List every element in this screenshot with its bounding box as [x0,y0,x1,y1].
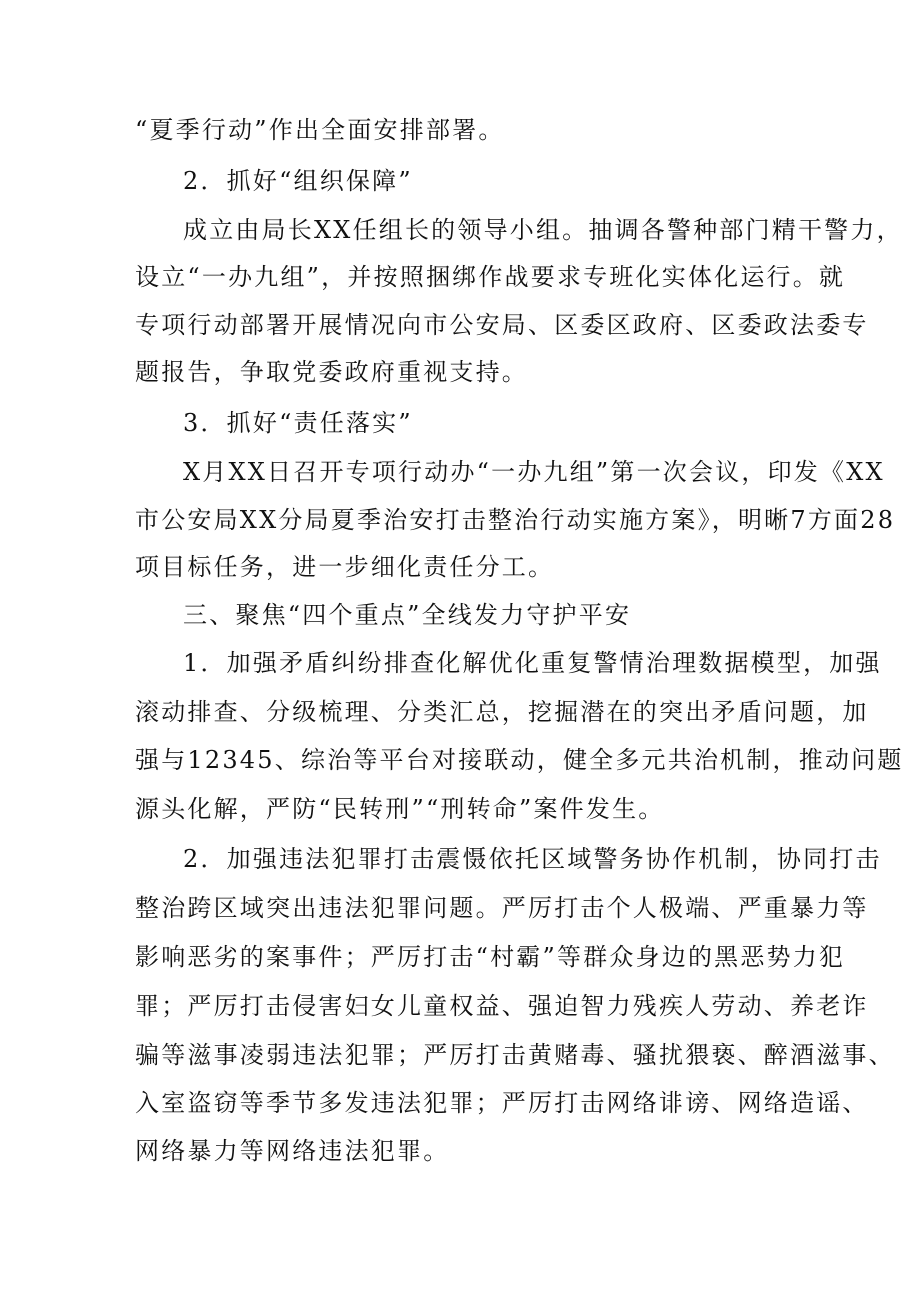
paragraph-line-10: 项目标任务，进一步细化责任分工。 [135,553,555,581]
paragraph-line-17: 整治跨区域突出违法犯罪问题。严厉打击个人极端、严重暴力等 [135,894,869,922]
paragraph-line-16: 2．加强违法犯罪打击震慑依托区域警务协作机制，协同打击 [183,845,882,873]
paragraph-line-15: 源头化解，严防“民转刑”“刑转命”案件发生。 [135,795,665,823]
section-heading-2-organization: 2．抓好“组织保障” [183,167,413,195]
paragraph-line-21: 入室盗窃等季节多发违法犯罪；严厉打击网络诽谤、网络造谣、 [135,1089,869,1117]
paragraph-line-6: 题报告，争取党委政府重视支持。 [135,358,528,386]
paragraph-line-22: 网络暴力等网络违法犯罪。 [135,1137,450,1165]
paragraph-line-12: 1．加强矛盾纠纷排查化解优化重复警情治理数据模型，加强 [183,649,882,677]
paragraph-line-3: 成立由局长XX任组长的领导小组。抽调各警种部门精干警力， [183,216,903,244]
paragraph-line-19: 罪；严厉打击侵害妇女儿童权益、强迫智力残疾人劳动、养老诈 [135,992,869,1020]
paragraph-line-9: 市公安局XX分局夏季治安打击整治行动实施方案》，明晰7方面28 [135,506,896,534]
paragraph-line-1: “夏季行动”作出全面安排部署。 [135,116,505,144]
chapter-heading-three: 三、聚焦“四个重点”全线发力守护平安 [183,601,632,629]
paragraph-line-20: 骗等滋事凌弱违法犯罪；严厉打击黄赌毒、骚扰猥亵、醉酒滋事、 [135,1041,895,1069]
paragraph-line-14: 强与12345、综治等平台对接联动，健全多元共治机制，推动问题 [135,746,904,774]
section-heading-3-responsibility: 3．抓好“责任落实” [183,409,413,437]
paragraph-line-13: 滚动排查、分级梳理、分类汇总，挖掘潜在的突出矛盾问题，加 [135,698,869,726]
paragraph-line-8: X月XX日召开专项行动办“一办九组”第一次会议，印发《XX [183,458,885,486]
paragraph-line-5: 专项行动部署开展情况向市公安局、区委区政府、区委政法委专 [135,311,869,339]
paragraph-line-18: 影响恶劣的案事件；严厉打击“村霸”等群众身边的黑恶势力犯 [135,943,846,971]
paragraph-line-4: 设立“一办九组”，并按照捆绑作战要求专班化实体化运行。就 [135,263,846,291]
